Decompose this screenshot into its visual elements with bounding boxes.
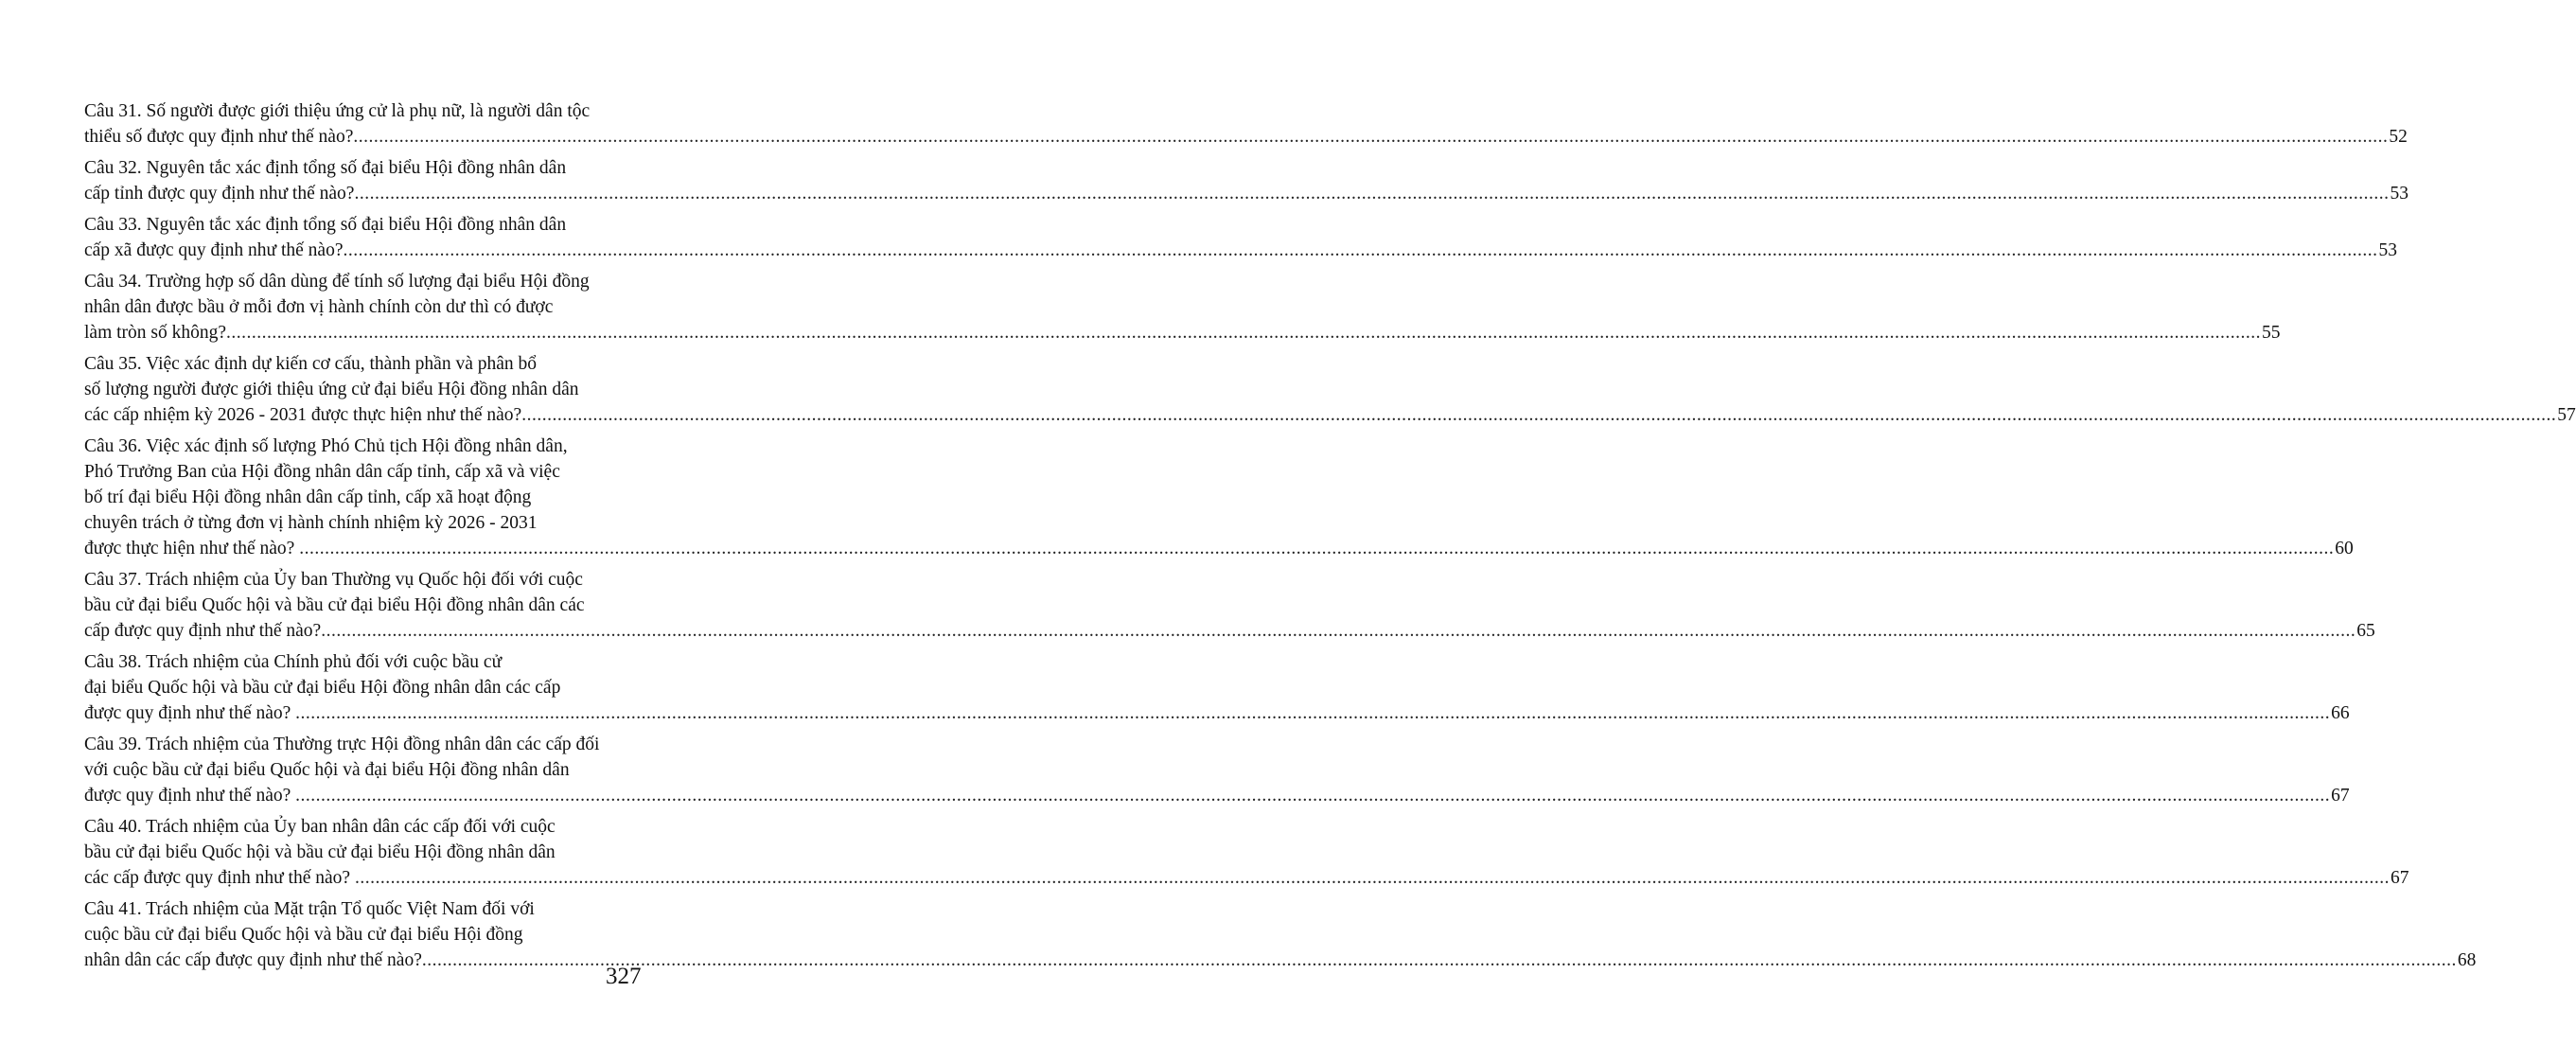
- toc-entry-line: [84, 320, 2281, 345]
- page-number: 327: [606, 964, 642, 989]
- toc-entry-line: với cuộc bầu cử đại biểu Quốc hội và đại biểu Hội đồng nhân dân: [84, 760, 570, 780]
- toc-entry-line: Câu 36. Việc xác định số lượng Phó Chủ tịch Hội đồng nhân dân,: [84, 436, 568, 456]
- toc-entry-line: Câu 31. Số người được giới thiệu ứng cử là phụ nữ, là người dân tộc: [84, 101, 591, 121]
- dot-leader: ................................................................................................................................................................................................................................................................................................................................................................................................................: [354, 184, 2390, 204]
- toc-entry[interactable]: [84, 98, 2408, 150]
- toc-entry-line: [84, 783, 2350, 808]
- toc-page-number: 68: [2457, 950, 2477, 970]
- toc-entry[interactable]: [84, 732, 2350, 808]
- dot-leader: ................................................................................................................................................................................................................................................................................................................................................................................................................: [226, 323, 2262, 343]
- toc-entry[interactable]: [84, 212, 2397, 263]
- toc-entry-line: Câu 41. Trách nhiệm của Mặt trận Tổ quốc Việt Nam đối với: [84, 899, 535, 919]
- toc-entry-text: các cấp nhiệm kỳ 2026 - 2031 được thực hiện như thế nào?: [84, 405, 522, 425]
- toc-entry-text: cấp được quy định như thế nào?: [84, 621, 322, 641]
- toc-entry-line: [84, 181, 2408, 206]
- toc-page-number: 67: [2390, 868, 2409, 888]
- toc-entry-text: được thực hiện như thế nào?: [84, 539, 300, 558]
- toc-entry-text: được quy định như thế nào?: [84, 786, 296, 806]
- toc-entry-line: Câu 40. Trách nhiệm của Ủy ban nhân dân các cấp đối với cuộc: [84, 817, 556, 837]
- toc-entry-line: Câu 32. Nguyên tắc xác định tổng số đại biểu Hội đồng nhân dân: [84, 158, 567, 178]
- toc-entry-text: làm tròn số không?: [84, 323, 227, 343]
- toc-entry-line: Câu 39. Trách nhiệm của Thường trực Hội đồng nhân dân các cấp đối: [84, 735, 600, 754]
- toc-entry-text: cấp tỉnh được quy định như thế nào?: [84, 184, 355, 204]
- dot-leader: ................................................................................................................................................................................................................................................................................................................................................................................................................: [354, 868, 2390, 888]
- toc-entry-text: thiểu số được quy định như thế nào?: [84, 127, 354, 147]
- dot-leader: ................................................................................................................................................................................................................................................................................................................................................................................................................: [295, 703, 2331, 723]
- dot-leader: ................................................................................................................................................................................................................................................................................................................................................................................................................: [343, 240, 2378, 260]
- dot-leader: ................................................................................................................................................................................................................................................................................................................................................................................................................: [299, 539, 2335, 558]
- toc-page-number: 55: [2262, 323, 2281, 343]
- table-of-contents: [84, 98, 2576, 979]
- dot-leader: ................................................................................................................................................................................................................................................................................................................................................................................................................: [353, 127, 2389, 147]
- toc-entry-line: [84, 618, 2375, 644]
- toc-page-number: 66: [2331, 703, 2350, 723]
- toc-page-number: 67: [2331, 786, 2350, 806]
- toc-page-number: 60: [2335, 539, 2354, 558]
- toc-entry-line: [84, 536, 2354, 561]
- toc-entry[interactable]: [84, 814, 2409, 891]
- toc-entry-line: bầu cử đại biểu Quốc hội và bầu cử đại biểu Hội đồng nhân dân các: [84, 595, 585, 615]
- toc-entry-text: cấp xã được quy định như thế nào?: [84, 240, 344, 260]
- toc-entry-line: bố trí đại biểu Hội đồng nhân dân cấp tỉnh, cấp xã hoạt động: [84, 487, 532, 507]
- toc-entry-line: Phó Trưởng Ban của Hội đồng nhân dân cấp tỉnh, cấp xã và việc: [84, 462, 560, 482]
- toc-entry-line: đại biểu Quốc hội và bầu cử đại biểu Hội đồng nhân dân các cấp: [84, 678, 561, 698]
- toc-entry-line: cuộc bầu cử đại biểu Quốc hội và bầu cử đại biểu Hội đồng: [84, 925, 523, 945]
- toc-entry[interactable]: [84, 567, 2375, 644]
- toc-page-number: 53: [2378, 240, 2397, 260]
- toc-entry[interactable]: [84, 649, 2350, 726]
- toc-entry-line: Câu 33. Nguyên tắc xác định tổng số đại biểu Hội đồng nhân dân: [84, 215, 567, 235]
- toc-entry-line: bầu cử đại biểu Quốc hội và bầu cử đại biểu Hội đồng nhân dân: [84, 842, 556, 862]
- toc-entry[interactable]: [84, 269, 2281, 345]
- toc-entry[interactable]: [84, 896, 2477, 973]
- toc-entry-text: được quy định như thế nào?: [84, 703, 296, 723]
- toc-entry[interactable]: [84, 351, 2576, 428]
- toc-entry-text: các cấp được quy định như thế nào?: [84, 868, 355, 888]
- toc-entry-line: Câu 37. Trách nhiệm của Ủy ban Thường vụ Quốc hội đối với cuộc: [84, 570, 583, 590]
- toc-entry-line: Câu 35. Việc xác định dự kiến cơ cấu, thành phần và phân bổ: [84, 354, 538, 374]
- toc-entry-line: [84, 865, 2409, 891]
- toc-entry-text: nhân dân các cấp được quy định như thế nào?: [84, 950, 422, 970]
- dot-leader: ................................................................................................................................................................................................................................................................................................................................................................................................................: [321, 621, 2356, 641]
- toc-entry-line: [84, 700, 2350, 726]
- toc-entry-line: [84, 402, 2576, 428]
- toc-entry-line: nhân dân được bầu ở mỗi đơn vị hành chính còn dư thì có được: [84, 297, 554, 317]
- toc-entry-line: số lượng người được giới thiệu ứng cử đại biểu Hội đồng nhân dân: [84, 380, 579, 399]
- toc-page-number: 52: [2389, 127, 2408, 147]
- toc-entry-line: [84, 238, 2397, 263]
- dot-leader: ................................................................................................................................................................................................................................................................................................................................................................................................................: [295, 786, 2331, 806]
- toc-page-number: 53: [2390, 184, 2408, 204]
- toc-entry-line: chuyên trách ở từng đơn vị hành chính nhiệm kỳ 2026 - 2031: [84, 513, 538, 533]
- dot-leader: ................................................................................................................................................................................................................................................................................................................................................................................................................: [421, 950, 2457, 970]
- toc-page-number: 65: [2356, 621, 2375, 641]
- toc-entry-line: Câu 34. Trường hợp số dân dùng để tính số lượng đại biểu Hội đồng: [84, 272, 590, 292]
- toc-entry-line: [84, 124, 2408, 150]
- toc-entry-line: [84, 948, 2477, 973]
- toc-entry[interactable]: [84, 155, 2408, 206]
- dot-leader: ................................................................................................................................................................................................................................................................................................................................................................................................................: [521, 405, 2557, 425]
- toc-page-number: 57: [2557, 405, 2576, 425]
- toc-entry-line: Câu 38. Trách nhiệm của Chính phủ đối với cuộc bầu cử: [84, 652, 503, 672]
- toc-entry[interactable]: [84, 434, 2354, 561]
